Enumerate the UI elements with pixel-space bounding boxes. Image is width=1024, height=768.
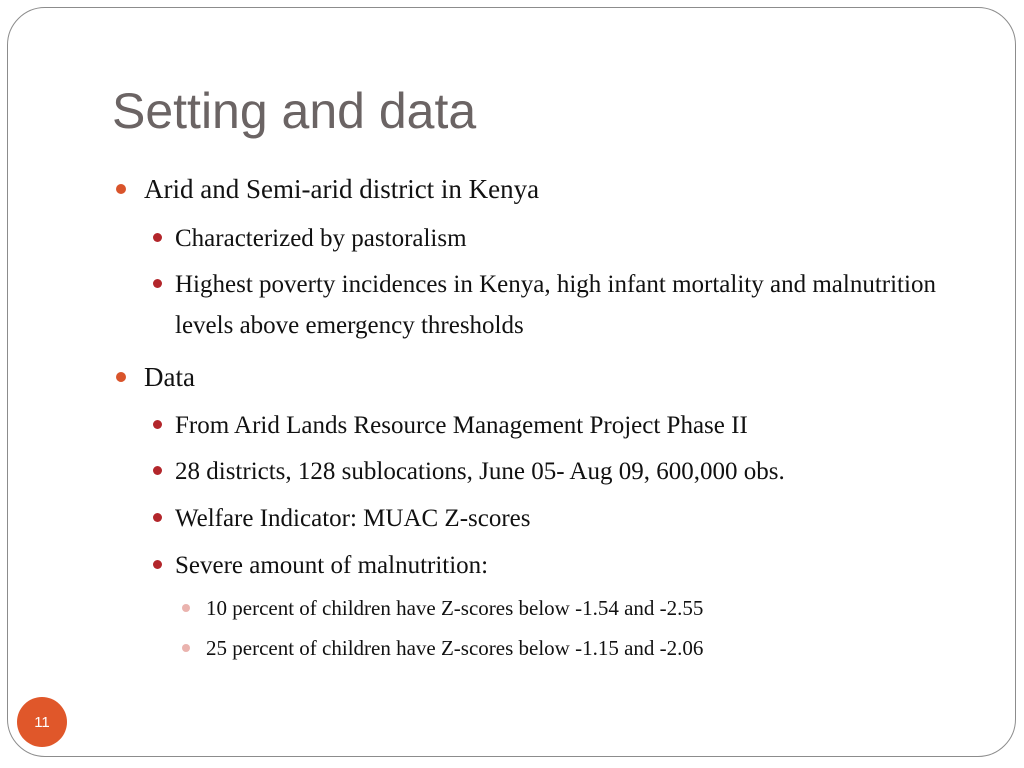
bullet-poverty <box>175 264 965 346</box>
bullet-dot-icon <box>182 644 190 652</box>
bullet-text: Welfare Indicator: MUAC Z-scores <box>175 505 531 532</box>
bullet-text: 10 percent of children have Z-scores below -1.54 and -2.55 <box>206 596 704 620</box>
bullet-text: 28 districts, 128 sublocations, June 05- Aug 09, 600,000 obs. <box>175 458 785 485</box>
bullet-dot-icon <box>116 184 126 194</box>
slide-title: Setting and data <box>112 83 477 139</box>
bullet-data <box>144 361 195 393</box>
bullet-districts-count <box>175 451 785 492</box>
bullet-text: From Arid Lands Resource Management Project Phase II <box>175 412 748 439</box>
page-number: 11 <box>34 713 50 731</box>
bullet-malnutrition <box>175 545 488 586</box>
bullet-dot-icon <box>153 420 162 429</box>
bullet-text: Highest poverty incidences in Kenya, high infant mortality and malnutrition levels above emergency thresholds <box>175 271 936 339</box>
bullet-arid-districts <box>144 173 539 205</box>
bullet-text: Severe amount of malnutrition: <box>175 552 489 579</box>
bullet-dot-icon <box>116 372 126 382</box>
bullet-dot-icon <box>153 513 162 522</box>
bullet-dot-icon <box>153 560 162 569</box>
page-number-badge <box>17 697 67 747</box>
bullet-dot-icon <box>153 233 162 242</box>
bullet-dot-icon <box>182 604 190 612</box>
bullet-project <box>175 405 748 446</box>
bullet-text: 25 percent of children have Z-scores below -1.15 and -2.06 <box>206 636 704 660</box>
bullet-dot-icon <box>153 466 162 475</box>
bullet-text: Data <box>144 362 195 392</box>
bullet-text: Characterized by pastoralism <box>175 225 467 252</box>
bullet-text: Arid and Semi-arid district in Kenya <box>144 174 540 204</box>
bullet-dot-icon <box>153 279 162 288</box>
bullet-welfare-indicator <box>175 498 531 539</box>
bullet-pastoralism <box>175 218 467 259</box>
bullet-10-percent <box>206 594 703 622</box>
bullet-25-percent <box>206 634 703 662</box>
